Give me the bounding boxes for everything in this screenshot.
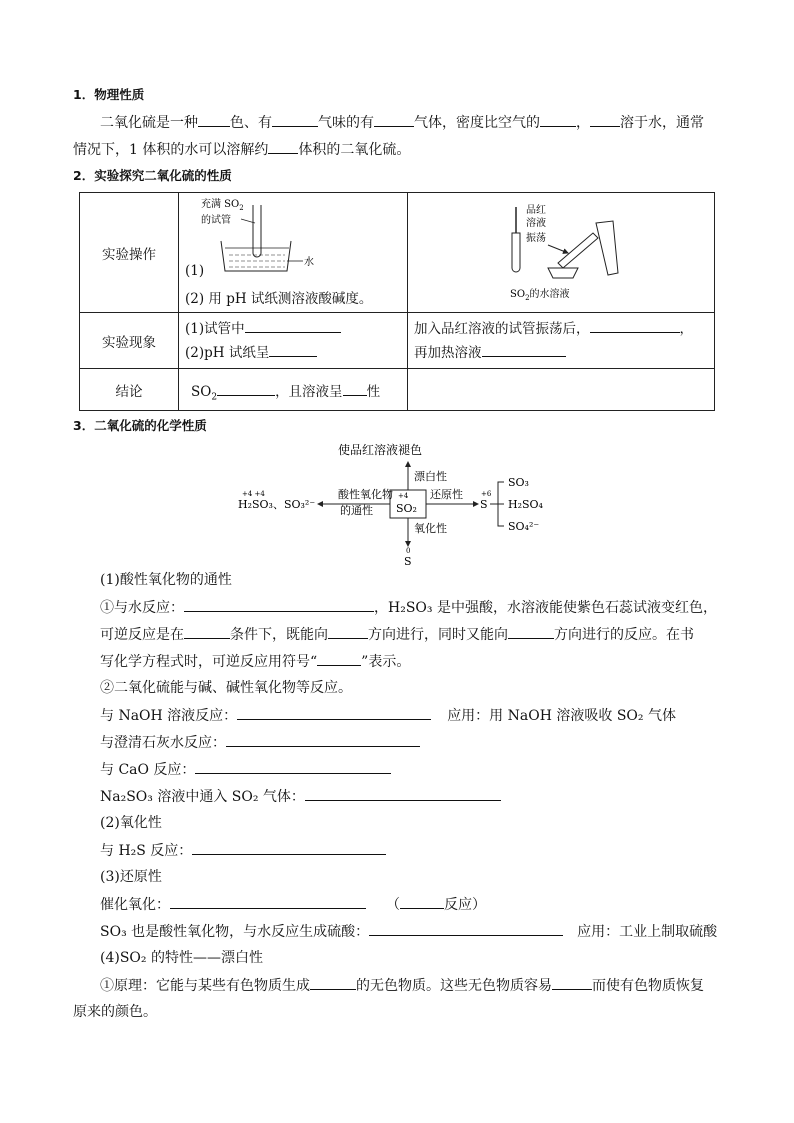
- text: 而使有色物质恢复: [592, 978, 704, 994]
- diagram-acid2: 的通性: [340, 504, 373, 517]
- p10: (2)氧化性: [100, 815, 162, 831]
- blank[interactable]: [195, 759, 391, 774]
- blank[interactable]: [508, 624, 554, 639]
- text: 的无色物质。这些无色物质容易: [356, 978, 552, 994]
- p2: [100, 597, 717, 618]
- diagram-acid1: 酸性氧化物: [338, 488, 393, 501]
- blank[interactable]: [217, 381, 275, 396]
- text: Na₂SO₃ 溶液中通入 SO₂ 气体：: [100, 789, 305, 805]
- blank[interactable]: [272, 112, 318, 127]
- blank[interactable]: [305, 786, 501, 801]
- fig1-label-1: 充满 $SO_2$: [201, 199, 244, 212]
- obs1: (1)试管中: [185, 320, 245, 337]
- diagram-right-item: H₂SO₄: [508, 498, 543, 511]
- text: ”表示。: [361, 654, 411, 670]
- diagram-right-s: S: [480, 498, 488, 511]
- conclusion-empty: [408, 369, 715, 411]
- concl-b: ，且溶液呈: [275, 383, 343, 400]
- text: 体积的二氧化硫。: [298, 142, 411, 158]
- diagram-bleach: 漂白性: [414, 470, 447, 483]
- diagram-right-item: SO₄²⁻: [508, 520, 540, 533]
- operation-2: (2) 用 pH 试纸测溶液酸碱度。: [185, 291, 373, 307]
- p13: [100, 894, 486, 915]
- blank[interactable]: [226, 732, 420, 747]
- p7: [100, 732, 420, 753]
- p16: [100, 975, 704, 996]
- blank[interactable]: [310, 975, 356, 990]
- row-label-observation: 实验现象: [80, 313, 179, 369]
- text: 情况下，1 体积的水可以溶解约: [73, 142, 269, 158]
- diagram-top: 使品红溶液褪色: [338, 443, 423, 457]
- p3: [100, 624, 694, 645]
- text: 二氧化硫是一种: [100, 115, 198, 131]
- diagram-bottom-s: S: [404, 555, 412, 568]
- text: 色、有: [230, 115, 272, 131]
- blank[interactable]: [590, 318, 680, 333]
- observation-left: [179, 313, 408, 369]
- blank[interactable]: [237, 705, 431, 720]
- blank[interactable]: [170, 894, 366, 909]
- text: （: [386, 897, 400, 913]
- p9: [100, 786, 501, 807]
- p12: (3)还原性: [100, 869, 162, 885]
- text: 反应）: [444, 897, 486, 913]
- blank[interactable]: [590, 112, 620, 127]
- p11: [100, 840, 386, 861]
- text: 应用：用 NaOH 溶液吸收 SO₂ 气体: [447, 708, 676, 724]
- operation-cell: [179, 193, 408, 313]
- text: 与 NaOH 溶液反应：: [100, 708, 238, 724]
- text: ①原理：它能与某些有色物质生成: [100, 978, 310, 994]
- p15: (4)SO₂ 的特性——漂白性: [100, 950, 263, 966]
- diagram-left-ox: +4 +4: [242, 490, 265, 498]
- diagram-oxidizing: 氧化性: [414, 522, 447, 535]
- blank[interactable]: [245, 318, 341, 333]
- operation-1: (1): [185, 263, 205, 279]
- diagram-left-species: H₂SO₃、SO₃²⁻: [238, 498, 316, 511]
- text: 写化学方程式时，可逆反应用符号“: [100, 654, 318, 670]
- operation-figure-cell: [408, 193, 715, 313]
- blank[interactable]: [317, 651, 361, 666]
- text: 与 CaO 反应：: [100, 762, 196, 778]
- section2-heading: 2．实验探究二氧化硫的性质: [73, 168, 232, 183]
- text: 可逆反应是在: [100, 627, 184, 643]
- p14: [100, 921, 717, 942]
- concl-sub: 2: [211, 392, 218, 403]
- blank[interactable]: [268, 139, 298, 154]
- blank[interactable]: [369, 921, 563, 936]
- observation-right: [408, 313, 715, 369]
- blank[interactable]: [269, 342, 317, 357]
- section1-line1: [100, 112, 704, 133]
- obs3-end: ，: [679, 320, 693, 337]
- text: 溶于水，通常: [620, 115, 704, 131]
- blank[interactable]: [184, 597, 374, 612]
- fig2-caption: $SO_2$的水溶液: [510, 289, 570, 302]
- text: 气味的有: [318, 115, 374, 131]
- fig1-water-label: 水: [304, 257, 314, 268]
- diagram-center-ox: +4: [398, 492, 409, 500]
- blank[interactable]: [374, 112, 414, 127]
- fig1-label-2: 的试管: [201, 215, 231, 226]
- fig2-label-2: 溶液: [526, 218, 546, 229]
- section1-line2: [73, 139, 410, 160]
- p8: [100, 759, 391, 780]
- so2-property-diagram: [228, 440, 568, 570]
- obs3: 加入品红溶液的试管振荡后，: [414, 320, 590, 337]
- section1-heading: 1．物理性质: [73, 87, 145, 102]
- text: SO₃ 也是酸性氧化物，与水反应生成硫酸：: [100, 924, 370, 940]
- p5: ②二氧化硫能与碱、碱性氧化物等反应。: [100, 680, 352, 696]
- diagram-right-ox: +6: [481, 490, 492, 498]
- concl-a: SO: [191, 383, 212, 400]
- diagram-reducing: 还原性: [430, 488, 463, 501]
- p17: 原来的颜色。: [73, 1004, 157, 1020]
- blank[interactable]: [328, 624, 368, 639]
- text: ，H₂SO₃ 是中强酸，水溶液能使紫色石蕊试液变红色，: [374, 600, 717, 616]
- text: ，: [576, 115, 590, 131]
- text: 条件下，既能向: [230, 627, 328, 643]
- blank[interactable]: [552, 975, 592, 990]
- text: 与澄清石灰水反应：: [100, 735, 226, 751]
- pinkred-dropping-figure: [408, 193, 712, 311]
- text: 与 H₂S 反应：: [100, 843, 193, 859]
- diagram-center: SO₂: [396, 502, 417, 515]
- conclusion-cell: [179, 369, 408, 411]
- text: 方向进行，同时又能向: [368, 627, 508, 643]
- obs4: 再加热溶液: [414, 344, 482, 361]
- text: 应用：工业上制取硫酸: [577, 924, 718, 940]
- blank[interactable]: [482, 342, 566, 357]
- blank[interactable]: [540, 112, 576, 127]
- text: 方向进行的反应。在书: [554, 627, 694, 643]
- fig2-label-3: 振荡: [526, 233, 546, 244]
- diagram-bottom-ox: 0: [406, 547, 411, 555]
- concl-c: 性: [366, 383, 381, 400]
- text: 气体，密度比空气的: [414, 115, 540, 131]
- text: ①与水反应：: [100, 600, 184, 616]
- blank[interactable]: [400, 894, 444, 909]
- text: 催化氧化：: [100, 897, 170, 913]
- diagram-right-item: SO₃: [508, 476, 529, 489]
- blank[interactable]: [192, 840, 386, 855]
- p4: [100, 651, 410, 672]
- section3-heading: 3．二氧化硫的化学性质: [73, 418, 207, 433]
- blank[interactable]: [184, 624, 230, 639]
- row-label-operation: 实验操作: [80, 193, 179, 313]
- p6: [100, 705, 676, 726]
- obs2: (2)pH 试纸呈: [185, 344, 270, 361]
- blank[interactable]: [343, 381, 367, 396]
- p1: (1)酸性氧化物的通性: [100, 572, 232, 588]
- experiment-table: [79, 192, 715, 411]
- blank[interactable]: [198, 112, 230, 127]
- row-label-conclusion: 结论: [80, 369, 179, 411]
- fig2-label-1: 品红: [526, 205, 546, 216]
